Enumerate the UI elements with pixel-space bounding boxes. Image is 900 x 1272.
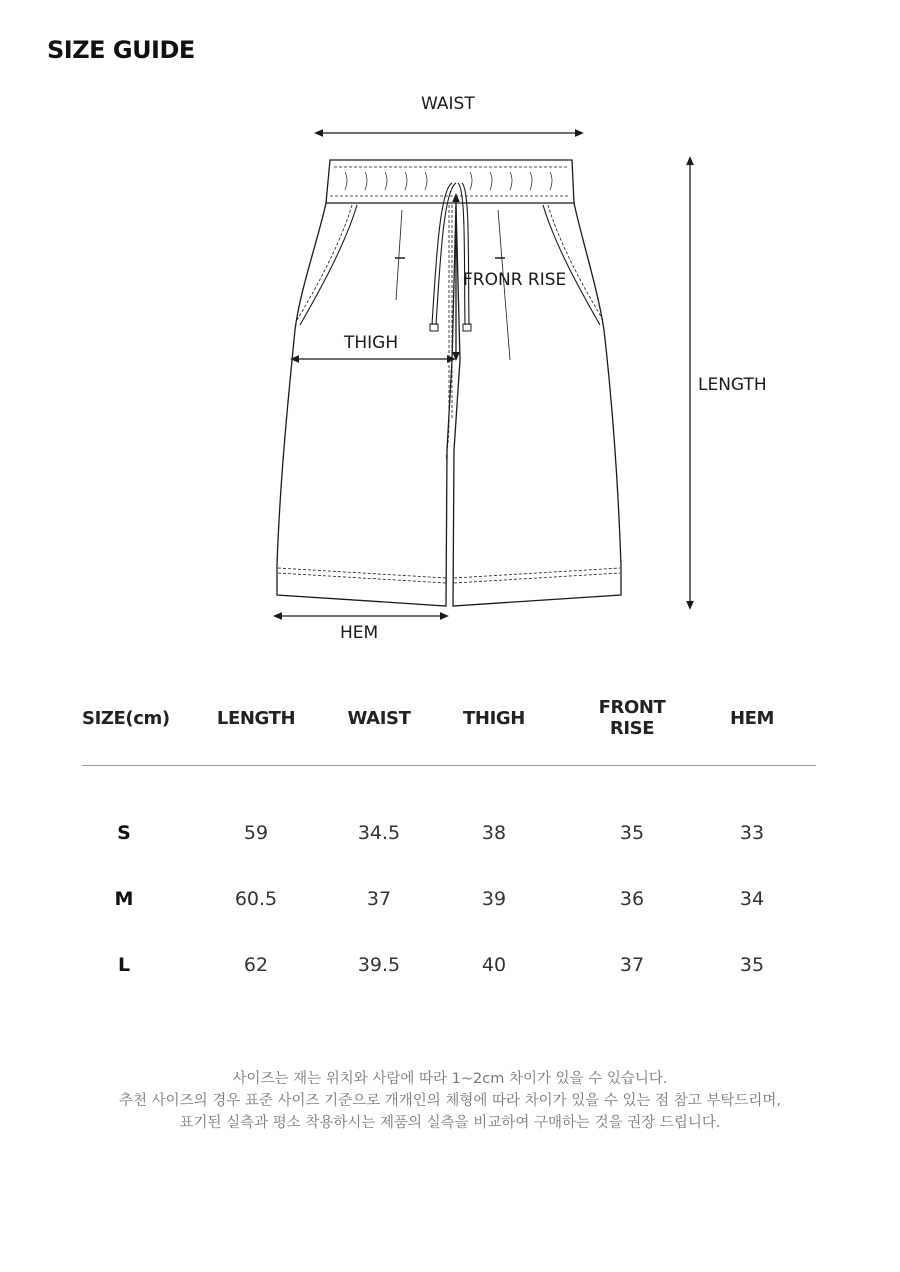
page-title: SIZE GUIDE xyxy=(47,36,195,64)
size-cell: M xyxy=(114,888,134,910)
table-row xyxy=(82,800,816,866)
hem-cell: 33 xyxy=(739,822,765,844)
waist-cell: 37 xyxy=(366,888,392,910)
waist-cell: 34.5 xyxy=(357,822,401,844)
length-cell: 59 xyxy=(243,822,269,844)
length-cell: 62 xyxy=(243,954,269,976)
shorts-illustration xyxy=(0,80,900,660)
header-waist: WAIST xyxy=(347,707,411,729)
header-hem: HEM xyxy=(729,707,775,729)
size-notes xyxy=(0,1068,900,1134)
waist-cell: 39.5 xyxy=(357,954,401,976)
front-rise-cell: 35 xyxy=(619,822,645,844)
hem-cell: 35 xyxy=(739,954,765,976)
shorts-diagram xyxy=(0,80,900,660)
table-header-row xyxy=(82,697,816,739)
size-cell: S xyxy=(117,822,131,844)
size-table-body xyxy=(82,800,816,998)
hem-label: HEM xyxy=(340,623,379,643)
thigh-label: THIGH xyxy=(344,333,399,353)
note-line: 사이즈는 재는 위치와 사람에 따라 1~2cm 차이가 있을 수 있습니다. xyxy=(232,1071,668,1087)
thigh-cell: 38 xyxy=(481,822,507,844)
length-cell: 60.5 xyxy=(234,888,278,910)
table-row xyxy=(82,932,816,998)
thigh-cell: 40 xyxy=(481,954,507,976)
header-size: SIZE(cm) xyxy=(82,707,170,729)
thigh-cell: 39 xyxy=(481,888,507,910)
size-cell: L xyxy=(117,954,131,976)
note-line: 표기된 실측과 평소 착용하시는 제품의 실측을 비교하여 구매하는 것을 권장 드립니다. xyxy=(179,1115,721,1131)
front-rise-cell: 36 xyxy=(619,888,645,910)
table-row xyxy=(82,866,816,932)
front-rise-label: FRONR RISE xyxy=(463,270,567,290)
header-front-rise: FRONT RISE xyxy=(598,697,666,739)
table-divider xyxy=(82,765,816,766)
front-rise-cell: 37 xyxy=(619,954,645,976)
waist-label: WAIST xyxy=(421,94,475,114)
header-thigh: THIGH xyxy=(463,707,525,729)
header-length: LENGTH xyxy=(216,707,296,729)
hem-cell: 34 xyxy=(739,888,765,910)
size-table xyxy=(82,697,816,739)
note-line: 추천 사이즈의 경우 표준 사이즈 기준으로 개개인의 체형에 따라 차이가 있을 수 있는 점 참고 부탁드리며, xyxy=(118,1093,782,1109)
length-label: LENGTH xyxy=(698,375,767,395)
